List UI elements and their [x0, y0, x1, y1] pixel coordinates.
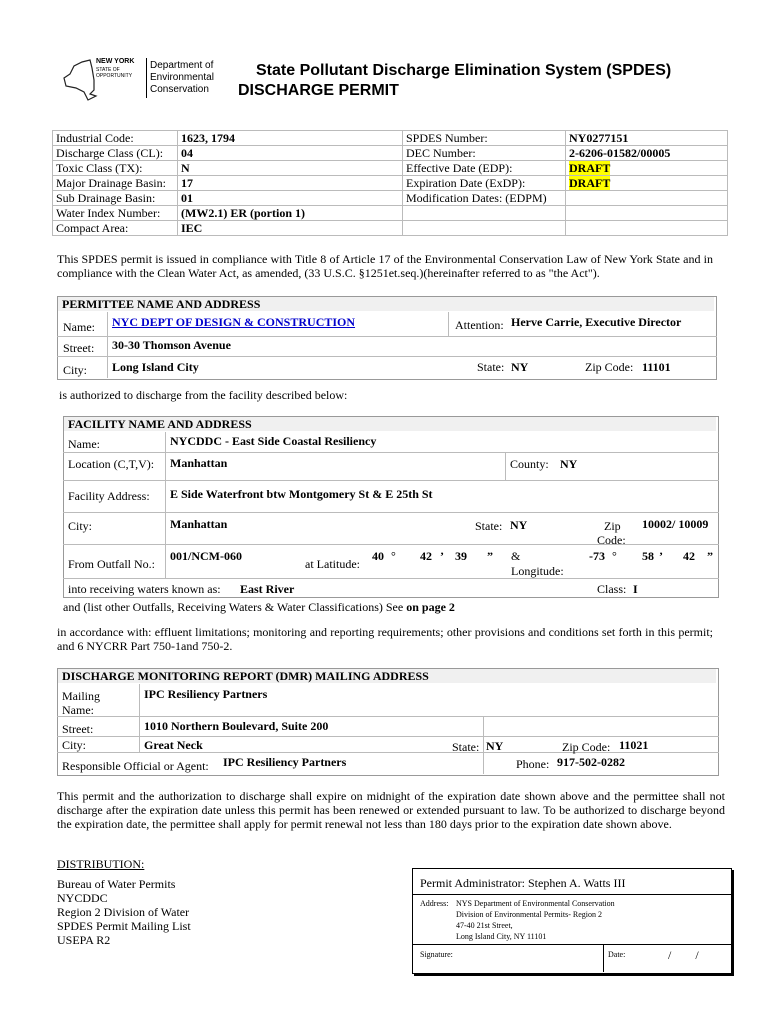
facility-county: NY — [560, 457, 578, 471]
administrator-address-label: Address: — [420, 899, 449, 908]
code-value: N — [178, 161, 403, 176]
longitude-minutes: 58 — [642, 549, 654, 563]
distribution-item: SPDES Permit Mailing List — [57, 919, 191, 933]
code-value: 1623, 1794 — [178, 131, 403, 146]
expiration-date-value: DRAFT — [569, 176, 611, 190]
code-value: 2-6206-01582/00005 — [566, 146, 728, 161]
date-label: Date: — [608, 950, 626, 959]
facility-zip-label-2: Code: — [597, 533, 626, 547]
class-label: Class: — [597, 582, 627, 596]
date-value: / / — [668, 948, 699, 962]
code-value — [566, 191, 728, 206]
attention-label: Attention: — [455, 318, 504, 332]
second-symbol: ” — [487, 549, 493, 563]
code-value: 04 — [178, 146, 403, 161]
code-label: Modification Dates: (EDPM) — [403, 191, 566, 206]
minute-symbol: ’ — [440, 549, 444, 563]
code-value: 01 — [178, 191, 403, 206]
authorized-text: is authorized to discharge from the facility described below: — [59, 388, 348, 402]
outfall-label: From Outfall No.: — [68, 557, 155, 571]
outfall-number: 001/NCM-060 — [170, 549, 242, 563]
facility-address-label: Facility Address: — [68, 489, 150, 503]
permittee-city-label: City: — [63, 363, 88, 377]
accordance-paragraph: in accordance with: effluent limitations; monitoring and reporting requirements; other provisions and conditions set forth in this permit; and 6 NYCRR Part 750-1and 750-2. — [57, 625, 713, 653]
dmr-city-label: City: — [62, 738, 87, 752]
code-value: (MW2.1) ER (portion 1) — [178, 206, 403, 221]
dmr-official: IPC Resiliency Partners — [223, 755, 347, 769]
dmr-zip: 11021 — [619, 738, 649, 752]
facility-county-label: County: — [510, 457, 549, 471]
latitude-label: at Latitude: — [305, 557, 360, 571]
administrator-address-line: Long Island City, NY 11101 — [456, 932, 547, 941]
longitude-degrees: -73 — [589, 549, 605, 563]
signature-label: Signature: — [420, 950, 453, 959]
code-label: Expiration Date (ExDP): — [403, 176, 566, 191]
code-label: Major Drainage Basin: — [53, 176, 178, 191]
facility-state: NY — [510, 518, 528, 532]
facility-city-label: City: — [68, 519, 93, 533]
permit-codes-table — [52, 130, 728, 236]
permittee-street: 30-30 Thomson Avenue — [112, 338, 231, 352]
dmr-state-label: State: — [452, 740, 480, 754]
nys-dec-logo — [60, 56, 230, 104]
permittee-zip: 11101 — [642, 360, 671, 374]
permittee-name-link[interactable]: NYC DEPT OF DESIGN & CONSTRUCTION — [112, 315, 356, 329]
facility-state-label: State: — [475, 519, 503, 533]
permittee-city: Long Island City — [112, 360, 199, 374]
expiration-paragraph: This permit and the authorization to discharge shall expire on midnight of the expiration date shown above and the permittee shall not discharge after the expiration date unless this permit has been renewed or extended pursuant to law. To be authorized to discharge beyond the expiration date, the permittee shall apply for permit renewal not less than 180 days prior to the expiration date shown above. — [57, 789, 725, 831]
code-label: DEC Number: — [403, 146, 566, 161]
receiving-waters-label: into receiving waters known as: — [68, 582, 221, 596]
latitude-seconds: 39 — [455, 549, 467, 563]
permittee-heading: PERMITTEE NAME AND ADDRESS — [58, 297, 714, 311]
logo-agency-line1: Department of — [150, 60, 214, 71]
attention-value: Herve Carrie, Executive Director — [511, 315, 682, 329]
second-symbol: ” — [707, 549, 713, 563]
dmr-mailing-name: IPC Resiliency Partners — [144, 687, 268, 701]
facility-city: Manhattan — [170, 517, 228, 531]
permittee-state: NY — [511, 360, 529, 374]
degree-symbol: ° — [612, 549, 617, 563]
latitude-minutes: 42 — [420, 549, 432, 563]
code-label: Industrial Code: — [53, 131, 178, 146]
logo-divider — [146, 58, 147, 98]
code-label: Water Index Number: — [53, 206, 178, 221]
facility-address: E Side Waterfront btw Montgomery St & E 25th St — [170, 487, 433, 501]
dmr-city: Great Neck — [144, 738, 203, 752]
dmr-official-label: Responsible Official or Agent: — [62, 759, 209, 773]
code-label: Discharge Class (CL): — [53, 146, 178, 161]
dmr-street-label: Street: — [62, 722, 94, 736]
permit-subtitle: DISCHARGE PERMIT — [238, 82, 399, 99]
code-label: Sub Drainage Basin: — [53, 191, 178, 206]
facility-zip: 10002/ 10009 — [642, 517, 709, 531]
administrator-address-line: NYS Department of Environmental Conservation — [456, 899, 615, 908]
facility-name-label: Name: — [68, 437, 100, 451]
distribution-item: USEPA R2 — [57, 933, 111, 947]
code-label: Effective Date (EDP): — [403, 161, 566, 176]
permittee-name-label: Name: — [63, 320, 95, 334]
facility-heading: FACILITY NAME AND ADDRESS — [64, 417, 716, 431]
longitude-label: Longitude: — [511, 564, 564, 578]
receiving-waters: East River — [240, 582, 295, 596]
facility-location: Manhattan — [170, 456, 228, 470]
permittee-street-label: Street: — [63, 341, 95, 355]
logo-agency-line3: Conservation — [150, 84, 209, 95]
administrator-address-line: 47-40 21st Street, — [456, 921, 513, 930]
administrator-title: Permit Administrator: Stephen A. Watts III — [420, 876, 626, 890]
intro-paragraph: This SPDES permit is issued in compliance with Title 8 of Article 17 of the Environmental Conservation Law of New York State and in compliance with the Clean Water Act, as amended, (33 U.S.C. §1251et.seq.)(hereinafter referred to as "the Act"). — [57, 252, 713, 280]
distribution-item: NYCDDC — [57, 891, 108, 905]
code-value: NY0277151 — [566, 131, 728, 146]
distribution-item: Region 2 Division of Water — [57, 905, 190, 919]
new-york-state-map-icon — [60, 56, 98, 102]
dmr-mailing-label: Mailing — [62, 689, 100, 703]
permittee-state-label: State: — [477, 360, 505, 374]
code-label: Toxic Class (TX): — [53, 161, 178, 176]
facility-section — [63, 416, 719, 598]
class-value: I — [633, 582, 638, 596]
code-value: IEC — [178, 221, 403, 236]
code-label: SPDES Number: — [403, 131, 566, 146]
minute-symbol: ’ — [659, 549, 663, 563]
other-outfalls-page: on page 2 — [406, 600, 455, 614]
logo-state-line3: OPPORTUNITY — [96, 73, 133, 79]
other-outfalls-text — [63, 600, 455, 614]
dmr-state: NY — [486, 739, 504, 753]
facility-location-label: Location (C,T,V): — [68, 457, 155, 471]
degree-symbol: ° — [391, 549, 396, 563]
dmr-zip-label: Zip Code: — [562, 740, 611, 754]
ampersand: & — [511, 549, 521, 563]
distribution-item: Bureau of Water Permits — [57, 877, 176, 891]
logo-state-name: NEW YORK — [96, 58, 135, 65]
permit-title: State Pollutant Discharge Elimination System (SPDES) — [256, 62, 672, 79]
dmr-heading: DISCHARGE MONITORING REPORT (DMR) MAILING ADDRESS — [58, 669, 716, 683]
distribution-heading: DISTRIBUTION: — [57, 857, 145, 871]
facility-zip-label: Zip — [604, 519, 621, 533]
code-value: 17 — [178, 176, 403, 191]
logo-state-line2: STATE OF — [96, 67, 120, 73]
dmr-mailing-label-2: Name: — [62, 703, 94, 717]
dmr-street: 1010 Northern Boulevard, Suite 200 — [144, 719, 329, 733]
latitude-degrees: 40 — [372, 549, 384, 563]
longitude-seconds: 42 — [683, 549, 695, 563]
dmr-phone-label: Phone: — [516, 757, 550, 771]
permittee-zip-label: Zip Code: — [585, 360, 634, 374]
code-label: Compact Area: — [53, 221, 178, 236]
other-outfalls-label: and (list other Outfalls, Receiving Waters & Water Classifications) See — [63, 600, 407, 614]
facility-name: NYCDDC - East Side Coastal Resiliency — [170, 434, 377, 448]
logo-agency-line2: Environmental — [150, 72, 214, 83]
dmr-phone: 917-502-0282 — [557, 755, 625, 769]
effective-date-value: DRAFT — [569, 161, 611, 175]
administrator-address-line: Division of Environmental Permits- Region 2 — [456, 910, 602, 919]
